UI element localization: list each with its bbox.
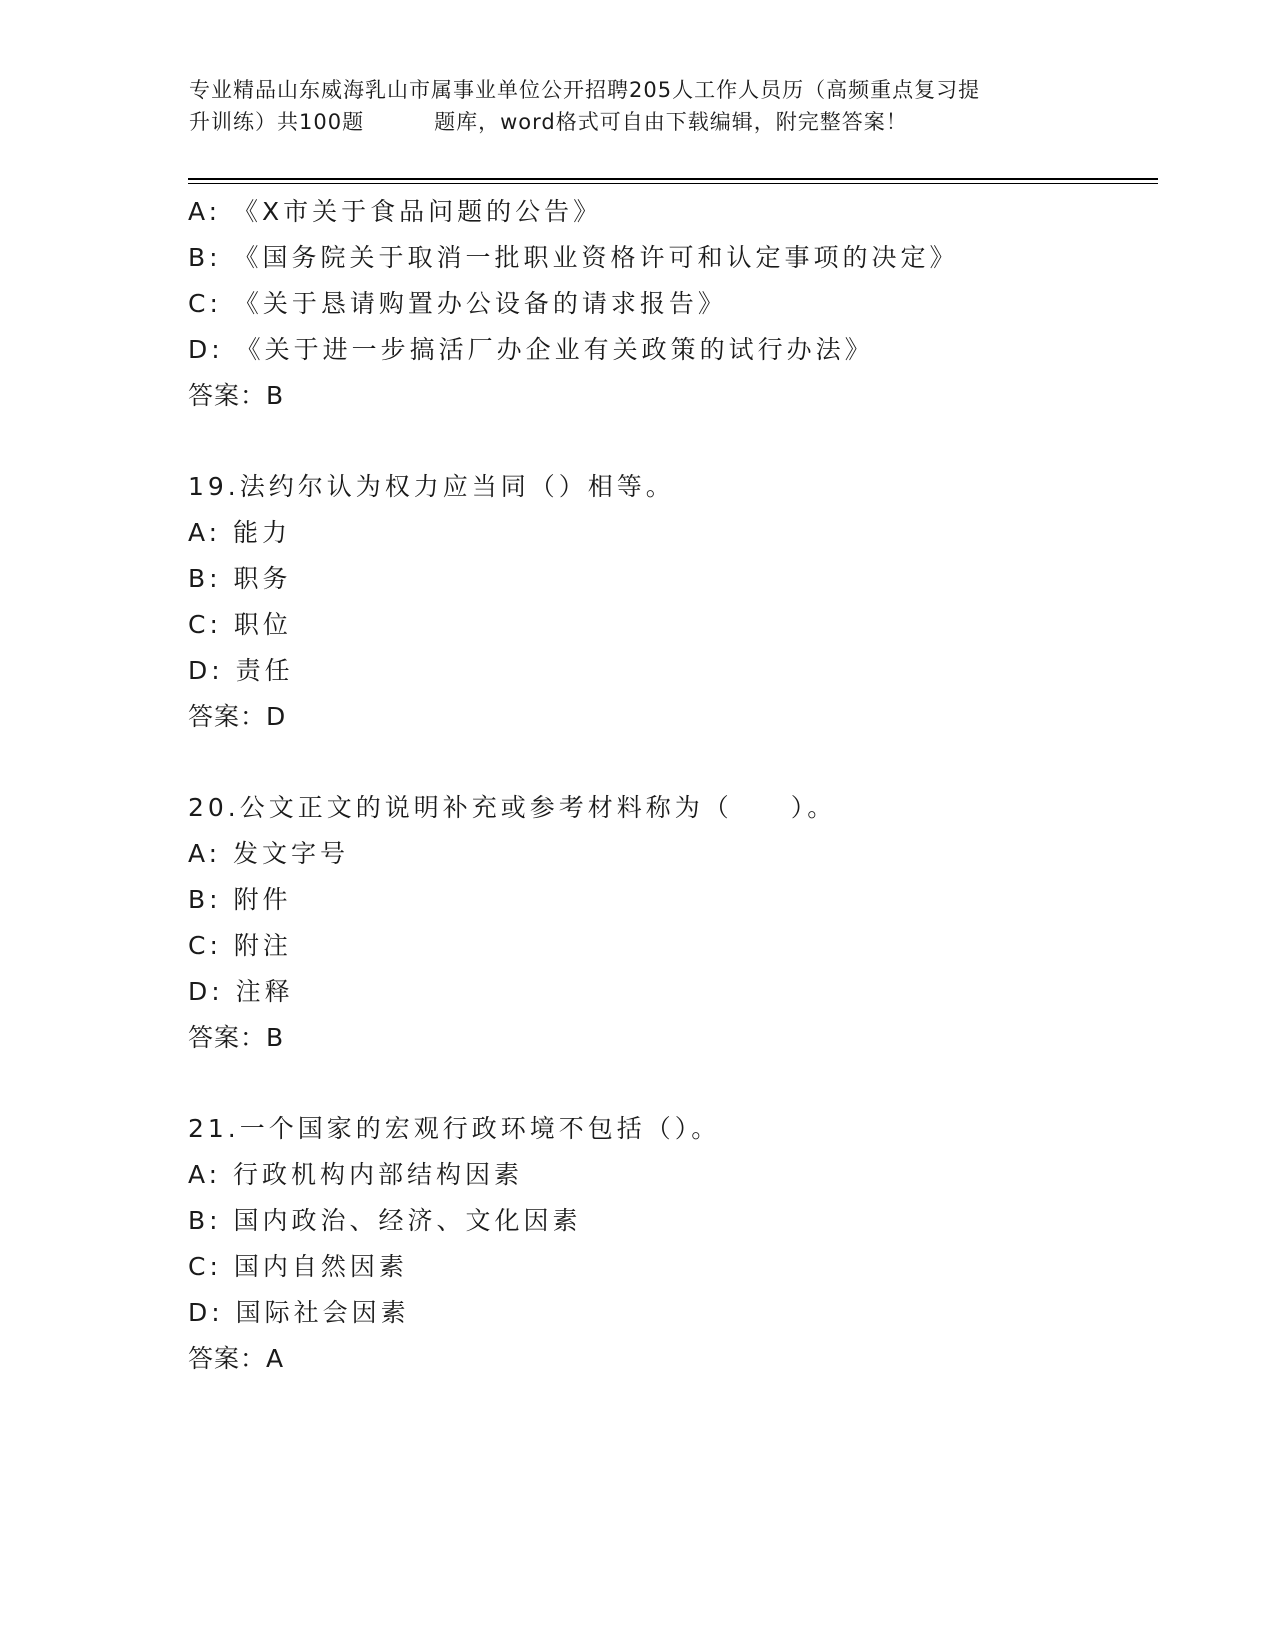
- question-21: [188, 1106, 1148, 1382]
- option-c: C: 附注: [188, 931, 292, 960]
- option-c: C: 国内自然因素: [188, 1252, 408, 1281]
- question-18-options: [188, 189, 1148, 419]
- question-text: 20.公文正文的说明补充或参考材料称为（ ）。: [188, 793, 837, 822]
- option-d: D: 国际社会因素: [188, 1298, 410, 1327]
- header-divider-thick: [188, 178, 1158, 180]
- answer: 答案：D: [188, 702, 287, 731]
- header-line-2: [189, 106, 1089, 138]
- option-c: C: 《关于恳请购置办公设备的请求报告》: [188, 289, 727, 318]
- question-text: 21.一个国家的宏观行政环境不包括（）。: [188, 1114, 721, 1143]
- answer: 答案：B: [188, 1023, 285, 1052]
- option-a: A: 发文字号: [188, 839, 350, 868]
- option-a: A: 行政机构内部结构因素: [188, 1160, 524, 1189]
- option-b: B: 附件: [188, 885, 292, 914]
- option-c: C: 职位: [188, 610, 292, 639]
- option-d: D: 责任: [188, 656, 294, 685]
- answer: 答案：A: [188, 1344, 285, 1373]
- question-text: 19.法约尔认为权力应当同（）相等。: [188, 472, 675, 501]
- answer: 答案：B: [188, 381, 285, 410]
- option-d: D: 注释: [188, 977, 294, 1006]
- option-b: B: 《国务院关于取消一批职业资格许可和认定事项的决定》: [188, 243, 959, 272]
- question-list: [188, 189, 1148, 1382]
- option-a: A: 《X市关于食品问题的公告》: [188, 197, 603, 226]
- option-b: B: 国内政治、经济、文化因素: [188, 1206, 582, 1235]
- document-header: [189, 74, 1089, 138]
- header-line-1: 专业精品山东威海乳山市属事业单位公开招聘205人工作人员历（高频重点复习提: [189, 78, 981, 102]
- option-b: B: 职务: [188, 564, 292, 593]
- option-d: D: 《关于进一步搞活厂办企业有关政策的试行办法》: [188, 335, 874, 364]
- header-divider-thin: [188, 183, 1158, 184]
- header-line-2-part-2: 题库，word格式可自由下载编辑，附完整答案！: [434, 110, 908, 134]
- option-a: A: 能力: [188, 518, 292, 547]
- question-19: [188, 464, 1148, 740]
- header-line-2-part-1: 升训练）共100题: [189, 110, 365, 134]
- question-20: [188, 785, 1148, 1061]
